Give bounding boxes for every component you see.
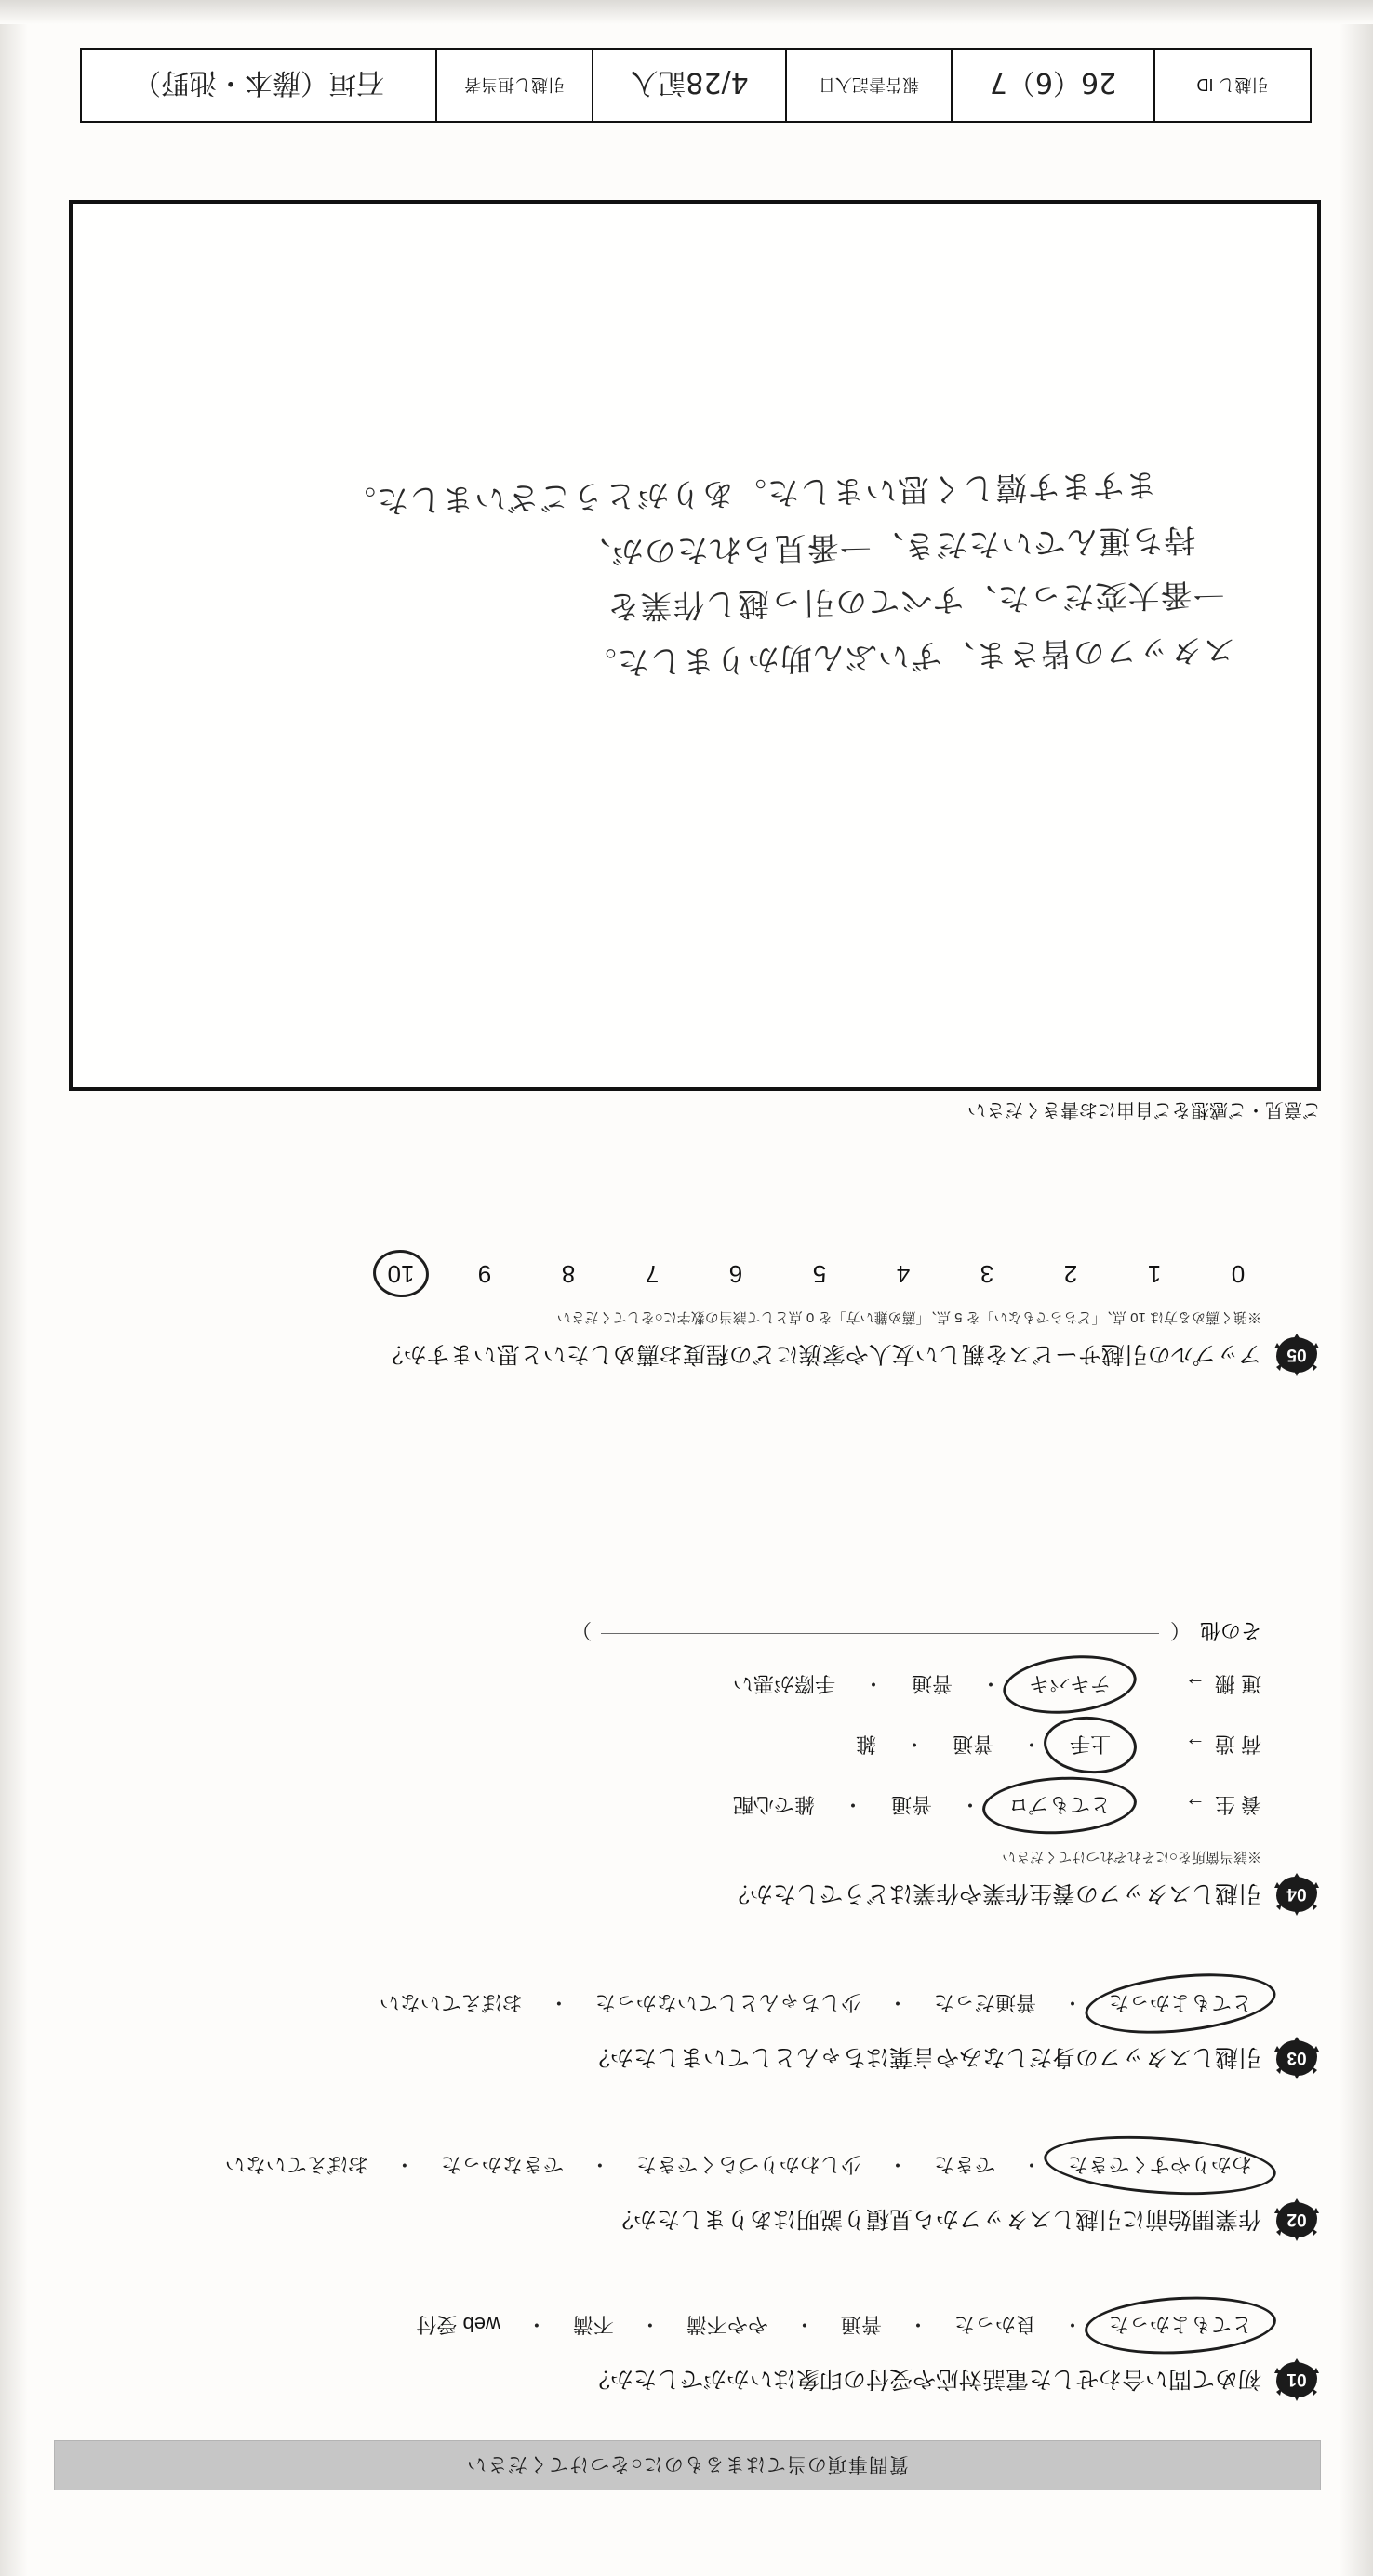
option-choice[interactable]: 雑 (855, 1733, 876, 1756)
matrix-label-text: 養 生 (1214, 1793, 1261, 1816)
option-choice[interactable]: やや不満 (686, 2313, 768, 2336)
question-number-badge-icon (1273, 1334, 1321, 1376)
question-04 (56, 1617, 1321, 1916)
scale-option[interactable]: 6 (728, 1260, 743, 1288)
question-number: 04 (1286, 1884, 1307, 1905)
option-separator: ・ (886, 1991, 908, 2014)
question-number: 01 (1286, 2370, 1307, 2390)
scale-option[interactable]: 3 (980, 1260, 994, 1288)
option-separator: ・ (959, 1793, 980, 1816)
option-choice[interactable]: 上手 (1059, 1727, 1122, 1763)
option-choice[interactable]: とてもよかった (1100, 2307, 1261, 2344)
question-04-header (56, 1873, 1321, 1916)
option-choice[interactable]: 少しちゃんとしていなかった (594, 1991, 861, 2014)
info-cell-date-value[interactable] (592, 50, 785, 121)
option-choice[interactable]: 手際が悪い (732, 1672, 835, 1695)
scale-option[interactable]: 5 (812, 1260, 827, 1288)
option-choice[interactable]: おぼえていない (224, 2153, 368, 2176)
id-value-text: 26（6）7 (989, 66, 1117, 99)
matrix-row (56, 1787, 1261, 1824)
handwritten-line: スタッフの皆さま、ずいぶん助かりました。 (583, 630, 1236, 682)
question-number-badge-icon (1273, 2037, 1321, 2079)
question-01-options (56, 2307, 1261, 2344)
matrix-row-label (1122, 1791, 1261, 1820)
option-choice[interactable]: テキパキ (1018, 1666, 1122, 1703)
option-separator: ・ (862, 1672, 884, 1695)
scale-option[interactable]: 7 (645, 1260, 660, 1288)
option-choice[interactable]: 普通 (911, 1672, 953, 1695)
question-text: 初めて問い合わせした電話対応や受付の印象はいかがでしたか？ (586, 2366, 1261, 2392)
instruction-band (54, 2440, 1321, 2490)
question-02-options (56, 2147, 1261, 2184)
matrix-label-text: 荷 造 (1214, 1733, 1261, 1756)
option-choice[interactable]: web 受付 (416, 2313, 500, 2336)
option-separator: ・ (526, 2313, 547, 2336)
option-separator: ・ (842, 1793, 863, 1816)
question-04-other-row (56, 1617, 1261, 1646)
comment-box[interactable] (69, 200, 1321, 1091)
option-choice[interactable]: とてもよかった (1100, 1985, 1261, 2022)
scale-option-selected[interactable]: 10 (385, 1259, 417, 1288)
option-separator: ・ (1020, 2153, 1042, 2176)
date-value-text: 4/28記入 (630, 66, 749, 99)
matrix-options (722, 1787, 1122, 1824)
option-choice[interactable]: とてもプロ (997, 1787, 1122, 1824)
instruction-text: 質問事項の当てはまるものに○をつけてください (466, 2453, 909, 2475)
matrix-row (56, 1727, 1261, 1763)
option-choice[interactable]: 普通 (840, 2313, 882, 2336)
option-separator: ・ (793, 2313, 815, 2336)
matrix-options (722, 1666, 1122, 1703)
question-number-badge-icon (1273, 1873, 1321, 1916)
info-table (80, 48, 1312, 123)
handwritten-line: 持ち運んでいただき、一番見られたのが、 (578, 520, 1196, 571)
comment-section (56, 200, 1321, 1125)
option-separator: ・ (1020, 1733, 1042, 1756)
question-number: 05 (1286, 1345, 1307, 1365)
question-05-scale (56, 1259, 1254, 1288)
option-separator: ・ (639, 2313, 660, 2336)
scan-edge-bottom (0, 0, 1373, 24)
question-03-options (56, 1985, 1261, 2022)
question-03-header (56, 2037, 1321, 2079)
option-separator: ・ (1061, 1991, 1083, 2014)
scale-option[interactable]: 1 (1147, 1260, 1162, 1288)
info-cell-date-label: 報告書記入日 (785, 50, 951, 121)
matrix-options (845, 1727, 1122, 1763)
other-write-line[interactable] (601, 1634, 1159, 1636)
question-05 (56, 1259, 1321, 1376)
question-text: アップルの引越サービスを親しい友人や家族にどの程度お薦めしたいと思いますか？ (380, 1341, 1261, 1367)
info-cell-staff-label: 引越し担当者 (435, 50, 592, 121)
matrix-label-text: 運 搬 (1214, 1672, 1261, 1695)
option-choice[interactable]: 普通 (952, 1733, 993, 1756)
question-05-header (56, 1334, 1321, 1376)
option-choice[interactable]: わかりやすくできた (1059, 2147, 1261, 2184)
scale-option[interactable]: 9 (477, 1260, 492, 1288)
option-separator: ・ (980, 1672, 1001, 1695)
other-label: その他 (1199, 1619, 1261, 1642)
option-separator: ・ (903, 1733, 925, 1756)
question-text: 引越しスタッフの身だしなみや言葉はちゃんとしていましたか？ (586, 2044, 1261, 2070)
scan-edge-right (0, 0, 28, 2576)
option-choice[interactable]: 不満 (572, 2313, 614, 2336)
handwritten-comment (153, 455, 1236, 698)
question-01 (56, 2307, 1321, 2401)
comment-label: ご意見・ご感想をご自由にお書きください (967, 1099, 1321, 1120)
question-05-note: ※強く薦める方は 10 点、「どちらでもない」を 5 点、「薦め難い方」を 0 点として該当の数字に○をしてください (556, 1309, 1261, 1325)
other-open-paren: （ (1167, 1619, 1191, 1642)
question-number: 02 (1286, 2210, 1307, 2230)
option-choice[interactable]: 普通 (890, 1793, 932, 1816)
handwritten-line: 一番大変だった、すべての引っ越し作業を (606, 575, 1225, 626)
matrix-row-label (1122, 1731, 1261, 1759)
scan-edge-left (1340, 0, 1373, 2576)
arrow-right-icon: → (1184, 1794, 1206, 1818)
arrow-right-icon: → (1184, 1673, 1206, 1697)
matrix-row (56, 1666, 1261, 1703)
staff-value-text: 石垣（藤本・池野） (133, 66, 384, 99)
arrow-right-icon: → (1184, 1733, 1206, 1758)
question-number: 03 (1286, 2048, 1307, 2068)
question-01-header (56, 2358, 1321, 2401)
option-separator: ・ (907, 2313, 928, 2336)
option-choice[interactable]: できなかった (440, 2153, 564, 2176)
option-separator: ・ (1061, 2313, 1083, 2336)
option-separator: ・ (548, 1991, 569, 2014)
matrix-row-label (1122, 1670, 1261, 1699)
question-02 (56, 2147, 1321, 2241)
question-number-badge-icon (1273, 2198, 1321, 2241)
option-separator: ・ (589, 2153, 610, 2176)
option-choice[interactable]: おぼえていない (379, 1991, 523, 2014)
question-text: 引越しスタッフの養生作業や作業はどうでしたか？ (726, 1880, 1261, 1906)
option-choice[interactable]: 雑で心配 (732, 1793, 815, 1816)
option-choice[interactable]: 良かった (953, 2313, 1036, 2336)
other-close-paren: ） (568, 1619, 592, 1642)
question-text: 作業開始前に引越しスタッフから見積り説明はありましたか？ (609, 2206, 1261, 2232)
option-choice[interactable]: 普通だった (933, 1991, 1036, 2014)
scale-option[interactable]: 8 (561, 1260, 576, 1288)
option-separator: ・ (393, 2153, 415, 2176)
handwritten-line: ますます嬉しく思いました。ありがとうございました。 (342, 466, 1158, 521)
info-cell-staff-value[interactable] (82, 50, 435, 121)
scale-option[interactable]: 0 (1231, 1260, 1246, 1288)
scale-option[interactable]: 4 (896, 1260, 911, 1288)
question-number-badge-icon (1273, 2358, 1321, 2401)
question-02-header (56, 2198, 1321, 2241)
option-choice[interactable]: できた (933, 2153, 995, 2176)
info-cell-id-value[interactable] (951, 50, 1153, 121)
scale-option[interactable]: 2 (1063, 1260, 1078, 1288)
option-choice[interactable]: 少しわかりづらくできた (635, 2153, 861, 2176)
option-separator: ・ (886, 2153, 908, 2176)
info-cell-id-label: 引越し ID (1153, 50, 1310, 121)
question-03 (56, 1985, 1321, 2079)
question-04-note: ※該当箇所を○にそれぞれつけてください (1002, 1849, 1261, 1865)
